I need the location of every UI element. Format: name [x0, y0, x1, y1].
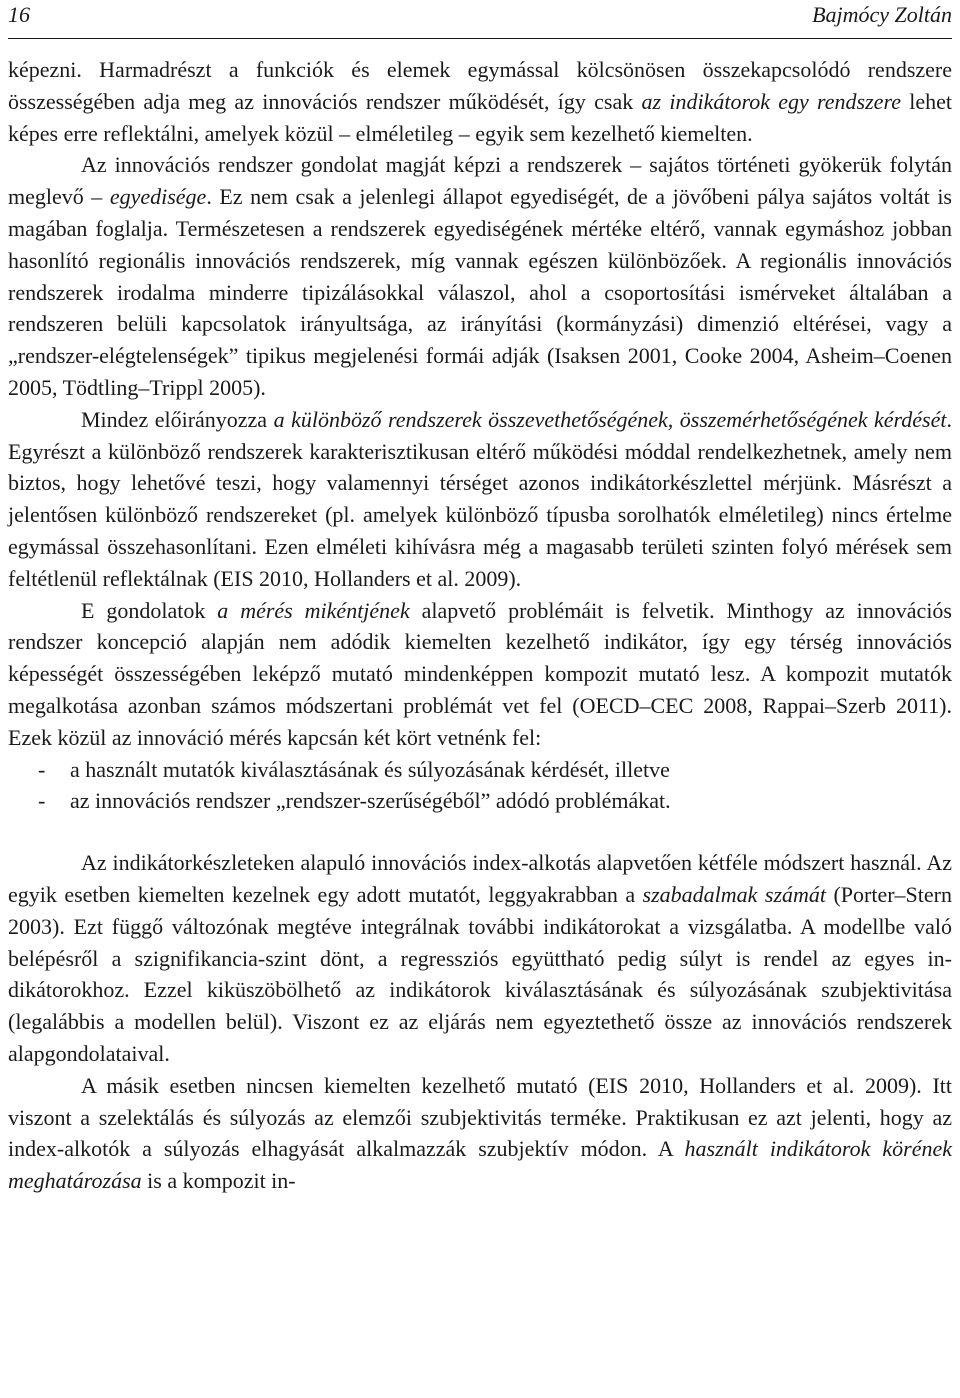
list-item [8, 754, 952, 786]
text-run: E gondolatok [81, 597, 218, 623]
dash-marker: - [38, 756, 46, 782]
text-run: A másik esetben nincsen kiemelten kezelhető mutató (EIS 2010, Hollanders et al. 2009). Itt viszont a szelektálás és súlyozás az elemzői szubjektivitás terméke. Praktikusan ez azt jelenti, hogy az index-alkotók a súlyozás elhagyását alkalmazzák szubjektív módon. A [8, 1072, 952, 1162]
text-run: alapvető problémáit is felvetik. Minthogy az innovációs rendszer koncepció alapján nem adódik kiemelten kezelhető indikátor, így egy térség innovációs képességét összességében leképző mutató mindenképpen kompozit mutató lesz. A kompozit mutatók megalkotása azonban számos módszertani problémát vet fel (OECD–CEC 2008, Rappai–Szerb 2011). Ezek közül az innováció mérés kapcsán két kört vetnénk fel: [8, 597, 952, 750]
bullet-list [8, 754, 952, 818]
paragraph-6 [8, 1070, 952, 1197]
text-run: . Ez nem csak a jelenlegi állapot egyediségét, de a jövőbeni pálya sajátos voltát is magában foglalja. Természetesen a rendszerek egyediségének mértéke eltérő, vannak egymáshoz jobban hasonlító regionális innovációs rendszerek, míg vannak egészen különbözőek. A regionális innovációs rendszerek irodalma minderre tipizálásokkal válaszol, ahol a csoportosítási ismérveket általában a rendszeren belüli kapcsolatok irányultsága, az irányítási (kormányzási) dimenzió eltérései, vagy a „rendszer-elégtelenségek” tipikus megjelenési formái adják (Isaksen 2001, Cooke 2004, Asheim–Coenen 2005, Tödtling–Trippl 2005). [8, 184, 952, 400]
text-run: (Porter–Stern 2003). Ezt függő változónak megtéve integrálnak további indikátorokat a vizsgálatba. A modellbe való belépésről a szignifikancia-szint dönt, a regressziós együttható pedig súlyt is rendel az egyes indikátorokhoz. Ezzel kiküszöbölhető az indikátorok kiválasztásának és súlyozásának szubjektivitása (legalábbis a modellen belül). Viszont ez az eljárás nem egyeztethető össze az innovációs rendszerek alapgondolataival. [8, 881, 952, 1066]
running-title: Bajmócy Zoltán [812, 2, 952, 27]
paragraph-2 [8, 149, 952, 403]
list-item-text: az innovációs rendszer „rendszer-szerűségéből” adódó problémákat. [70, 788, 671, 814]
body-text [8, 54, 952, 1197]
text-run: . Egyrészt a különböző rendszerek karakterisztikusan eltérő működési móddal rendelkezhetnek, amely nem biztos, hogy lehetővé teszi, hogy valamennyi térséget azonos indikátorkészlettel mérjünk. Másrészt a jelentősen különböző rendszereket (pl. amelyek különböző típusba sorolhatók elméletileg) nincs értelme egymással összehasonlítani. Ezen elméleti kihívásra még a magasabb területi szinten folyó mérések sem feltétlenül reflektálnak (EIS 2010, Hollanders et al. 2009). [8, 406, 952, 591]
emphasis: az indikátorok egy rendszere [641, 88, 901, 114]
text-run: Az innovációs rendszer gondolat magját képzi a rendszerek – sajátos történeti gyökerük folytán meglevő – [8, 152, 952, 210]
dash-marker: - [38, 788, 46, 814]
page-number: 16 [8, 2, 30, 27]
paragraph-4 [8, 595, 952, 754]
emphasis: szabadalmak számát [642, 881, 827, 907]
page-header [8, 0, 952, 39]
paragraph-3 [8, 404, 952, 595]
emphasis: a különböző rendszerek összevethetőségének, összemérhetőségének kérdését [273, 406, 947, 432]
paragraph-1 [8, 54, 952, 149]
text-run: is a kompozit in- [141, 1168, 296, 1194]
list-item-text: a használt mutatók kiválasztásának és súlyozásának kérdését, illetve [70, 756, 670, 782]
paragraph-5 [8, 847, 952, 1070]
emphasis: egyedisége [109, 184, 207, 210]
list-item [8, 785, 952, 817]
text-run: képezni. Harmadrészt a funkciók és elemek egymással kölcsönösen összekapcsolódó rendszere összességében adja meg az innovációs rendszer működését, így csak [8, 57, 952, 114]
emphasis: használt indikátorok körének meghatározása [8, 1136, 952, 1194]
text-run: lehet képes erre reflektálni, amelyek közül – elméletileg – egyik sem kezelhető kiemelten. [8, 88, 952, 146]
emphasis: a mérés mikéntjének [217, 597, 410, 623]
text-run: Az indikátorkészleteken alapuló innovációs index-alkotás alapvetően kétféle módszert használ. Az egyik esetben kiemelten kezelnek egy adott mutatót, leggyakrabban a [8, 850, 952, 907]
text-run: Mindez előirányozza [81, 406, 274, 432]
